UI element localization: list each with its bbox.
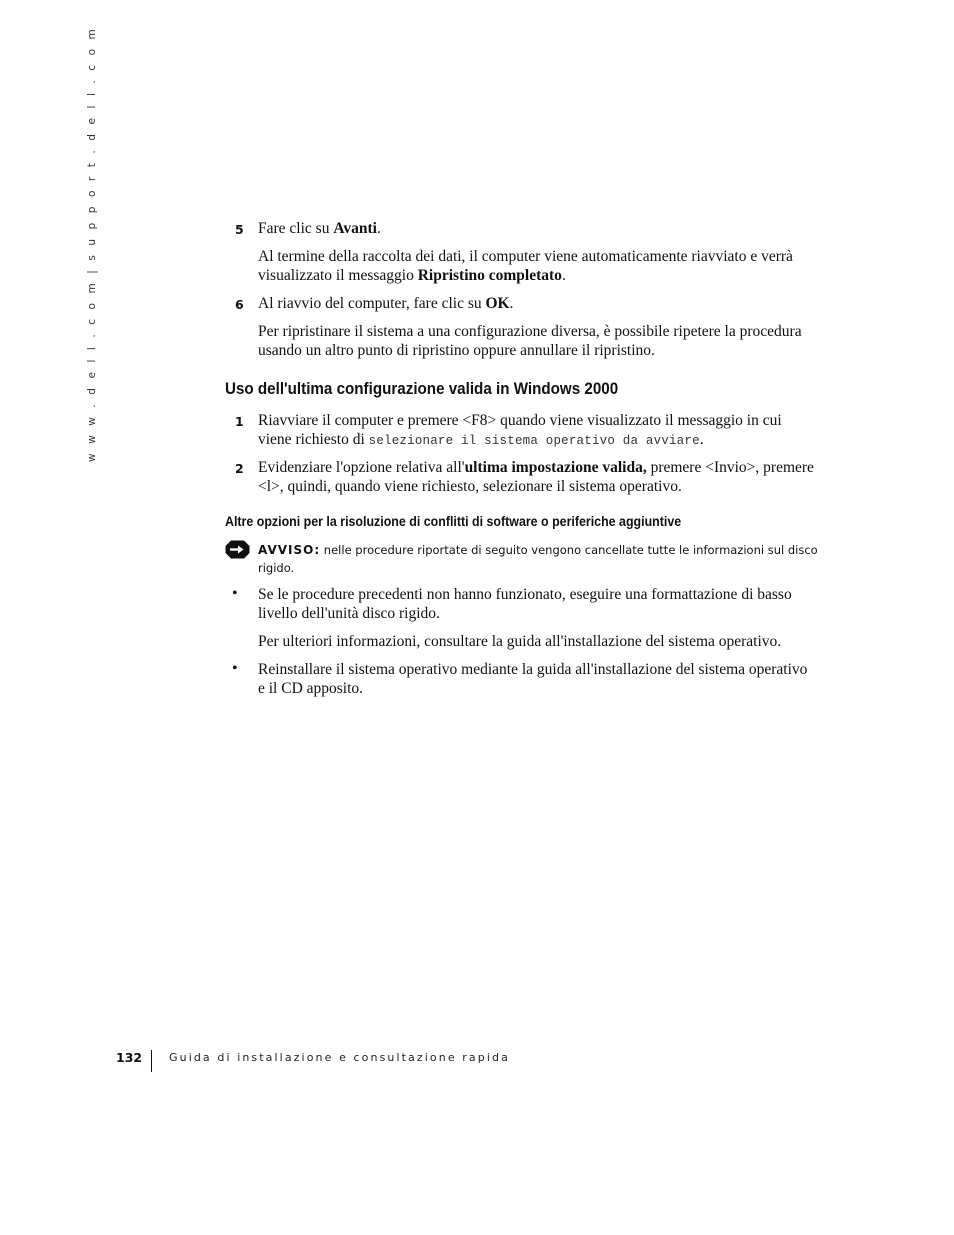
paragraph (258, 247, 814, 285)
step-number: 5 (235, 222, 244, 237)
paragraph-text: . (561, 267, 566, 284)
paragraph: Per ripristinare il sistema a una configurazione diversa, è possibile ripetere la procedura usando un altro punto di ripristino oppure annullare il ripristino. (258, 323, 802, 359)
step-text: Fare clic su (258, 220, 334, 237)
step-number: 6 (235, 297, 244, 312)
footer-divider (151, 1050, 152, 1072)
notice-text (258, 541, 818, 577)
bullet-text: Reinstallare il sistema operativo mediante la guida all'installazione del sistema operativo e il CD apposito. (258, 661, 808, 697)
notice-label: AVVISO: (258, 543, 321, 557)
step-bold: Avanti (333, 220, 377, 237)
subsection-heading: Altre opzioni per la risoluzione di conflitti di software o periferiche aggiuntive (225, 514, 682, 529)
page-number: 132 (116, 1050, 143, 1065)
step-1-text (258, 411, 814, 451)
bullet: • (232, 585, 238, 602)
notice-icon (225, 540, 250, 559)
step-text: premere <Invio>, premere <l>, quindi, quando viene richiesto, selezionare il sistema operativo. (258, 459, 814, 495)
paragraph-text: Al termine della raccolta dei dati, il computer viene automaticamente riavviato e verrà visualizzato il messaggio (258, 248, 793, 284)
step-bold: OK (485, 295, 510, 312)
step-6-text (258, 294, 814, 313)
step-number: 2 (235, 461, 244, 476)
bullet-text: Se le procedure precedenti non hanno funzionato, eseguire una formattazione di basso livello dell'unità disco rigido. (258, 586, 792, 622)
step-text: Evidenziare l'opzione relativa all' (258, 459, 465, 476)
bullet: • (232, 660, 238, 677)
paragraph-bold: Ripristino completato (417, 267, 562, 284)
step-2-text (258, 458, 814, 496)
step-text: . (509, 295, 514, 312)
step-text: . (376, 220, 381, 237)
section-heading: Uso dell'ultima configurazione valida in Windows 2000 (225, 380, 619, 398)
notice-body: nelle procedure riportate di seguito vengono cancellate tutte le informazioni sul disco rigido. (258, 543, 818, 575)
step-text: Riavviare il computer e premere <F8> quando viene visualizzato il messaggio in cui viene richiesto di (258, 412, 782, 448)
footer-title: Guida di installazione e consultazione rapida (169, 1051, 510, 1064)
step-number: 1 (235, 414, 244, 429)
code-text: selezionare il sistema operativo da avviare (368, 434, 700, 448)
sidebar-url: w w w . d e l l . c o m | s u p p o r t . d e l l . c o m (86, 26, 98, 462)
paragraph: Per ulteriori informazioni, consultare la guida all'installazione del sistema operativo. (258, 633, 782, 650)
step-bold: ultima impostazione valida, (464, 459, 647, 476)
step-text: . (699, 431, 704, 448)
step-5-text (258, 219, 814, 238)
step-text: Al riavvio del computer, fare clic su (258, 295, 486, 312)
